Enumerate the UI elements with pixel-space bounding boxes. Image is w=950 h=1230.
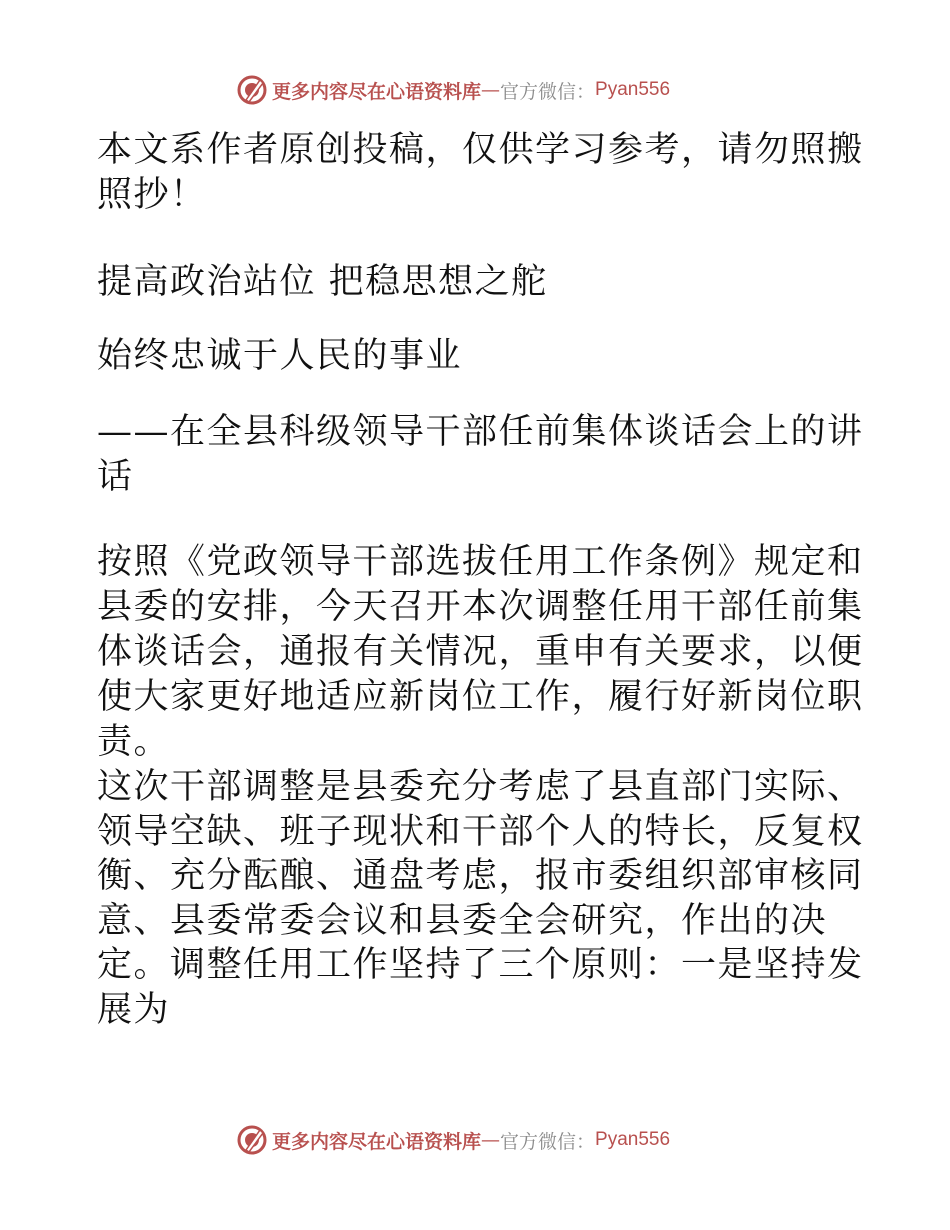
title-line-2: 始终忠诚于人民的事业	[97, 336, 463, 376]
banner-label: 官方微信：	[500, 80, 596, 103]
header-banner	[236, 73, 670, 107]
subtitle: ——在全县科级领导干部任前集体谈话会上的讲话	[97, 412, 864, 497]
banner-dash: —	[481, 1129, 501, 1151]
banner-main-text: 更多内容尽在心语资料库	[272, 1130, 482, 1153]
banner-label: 官方微信：	[500, 1130, 596, 1153]
footer-banner	[236, 1123, 670, 1157]
pen-nib-logo-icon	[236, 74, 268, 106]
body-paragraph-1: 按照《党政领导干部选拔任用工作条例》规定和县委的安排，今天召开本次调整任用干部任前集体谈话会，通报有关情况，重申有关要求，以便使大家更好地适应新岗位工作，履行好新岗位职责。	[97, 542, 864, 762]
banner-account-id: Pyan556	[595, 1129, 671, 1150]
title-line-1: 提高政治站位 把稳思想之舵	[97, 262, 548, 302]
banner-main-text: 更多内容尽在心语资料库	[272, 80, 482, 103]
body-paragraph-2: 这次干部调整是县委充分考虑了县直部门实际、领导空缺、班子现状和干部个人的特长，反复权衡、充分酝酿、通盘考虑，报市委组织部审核同意、县委常委会议和县委全会研究，作出的决定。调整任用工作坚持了三个原则：一是坚持发展为	[97, 767, 864, 1030]
disclaimer-text: 本文系作者原创投稿，仅供学习参考，请勿照搬照抄！	[97, 130, 864, 215]
banner-dash: —	[481, 79, 501, 101]
banner-account-id: Pyan556	[595, 79, 671, 100]
pen-nib-logo-icon	[236, 1124, 268, 1156]
